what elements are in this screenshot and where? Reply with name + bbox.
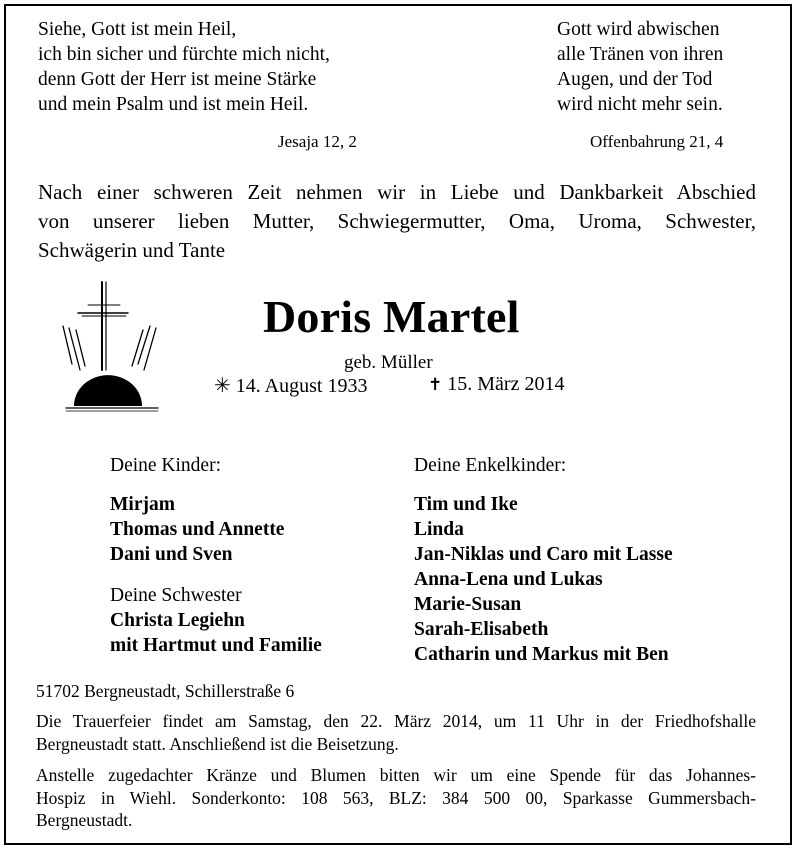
verse-right-line: alle Tränen von ihren — [557, 44, 724, 65]
child-name: Mirjam — [110, 494, 175, 515]
verse-left-reference: Jesaja 12, 2 — [278, 132, 357, 151]
grandchild-name: Catharin und Markus mit Ben — [414, 644, 669, 665]
verse-right — [557, 17, 723, 117]
sister-name: mit Hartmut und Familie — [110, 635, 322, 656]
children-section — [110, 453, 284, 567]
address: 51702 Bergneustadt, Schillerstraße 6 — [36, 681, 295, 701]
deceased-name: Doris Martel — [263, 291, 520, 342]
death-cross-icon: ✝ — [428, 375, 443, 395]
donation-info — [36, 764, 756, 832]
grandchildren-section — [414, 453, 673, 667]
birth-star-icon: ✳ — [214, 375, 231, 397]
birth-date-line — [214, 373, 367, 398]
cross-sunrise-icon — [52, 278, 172, 416]
grandchildren-heading: Deine Enkelkinder: — [414, 455, 567, 476]
grandchild-name: Tim und Ike — [414, 494, 518, 515]
birth-date: 14. August 1933 — [235, 375, 368, 397]
funeral-info — [36, 710, 756, 755]
child-name: Dani und Sven — [110, 544, 233, 565]
verse-right-line: wird nicht mehr sein. — [557, 94, 723, 115]
verse-left-line: Siehe, Gott ist mein Heil, — [38, 19, 237, 40]
death-date: 15. März 2014 — [447, 373, 565, 395]
verse-left — [38, 17, 330, 117]
intro-line: Schwägerin und Tante — [38, 238, 226, 262]
grandchild-name: Linda — [414, 519, 464, 540]
verse-right-line: Augen, und der Tod — [557, 69, 713, 90]
verse-left-line: und mein Psalm und ist mein Heil. — [38, 94, 309, 115]
sister-section — [110, 583, 322, 658]
intro-text — [38, 178, 756, 265]
funeral-line: Die Trauerfeier findet am Samstag, den 22. März 2014, um 11 Uhr in der Friedhofshalle — [36, 711, 756, 731]
intro-line: Nach einer schweren Zeit nehmen wir in Liebe und Dankbarkeit Abschied — [38, 180, 756, 204]
death-date-line — [428, 373, 564, 396]
verse-right-reference: Offenbahrung 21, 4 — [590, 132, 724, 151]
sister-name: Christa Legiehn — [110, 610, 245, 631]
child-name: Thomas und Annette — [110, 519, 285, 540]
maiden-name: geb. Müller — [344, 352, 433, 373]
grandchild-name: Marie-Susan — [414, 594, 522, 615]
verse-left-line: denn Gott der Herr ist meine Stärke — [38, 69, 317, 90]
funeral-line: Bergneustadt statt. Anschließend ist die Beisetzung. — [36, 733, 399, 754]
donation-line: Anstelle zugedachter Kränze und Blumen bitten wir um eine Spende für das Johannes- — [36, 765, 756, 785]
grandchild-name: Anna-Lena und Lukas — [414, 569, 603, 590]
donation-line: Bergneustadt. — [36, 810, 133, 830]
grandchild-name: Sarah-Elisabeth — [414, 619, 549, 640]
intro-line: von unserer lieben Mutter, Schwiegermutter, Oma, Uroma, Schwester, — [38, 209, 756, 233]
sister-heading: Deine Schwester — [110, 585, 242, 606]
donation-line: Hospiz in Wiehl. Sonderkonto: 108 563, BLZ: 384 500 00, Sparkasse Gummersbach- — [36, 787, 756, 808]
verse-left-line: ich bin sicher und fürchte mich nicht, — [38, 44, 330, 65]
verse-right-line: Gott wird abwischen — [557, 19, 720, 40]
grandchild-name: Jan-Niklas und Caro mit Lasse — [414, 544, 673, 565]
children-heading: Deine Kinder: — [110, 455, 222, 476]
